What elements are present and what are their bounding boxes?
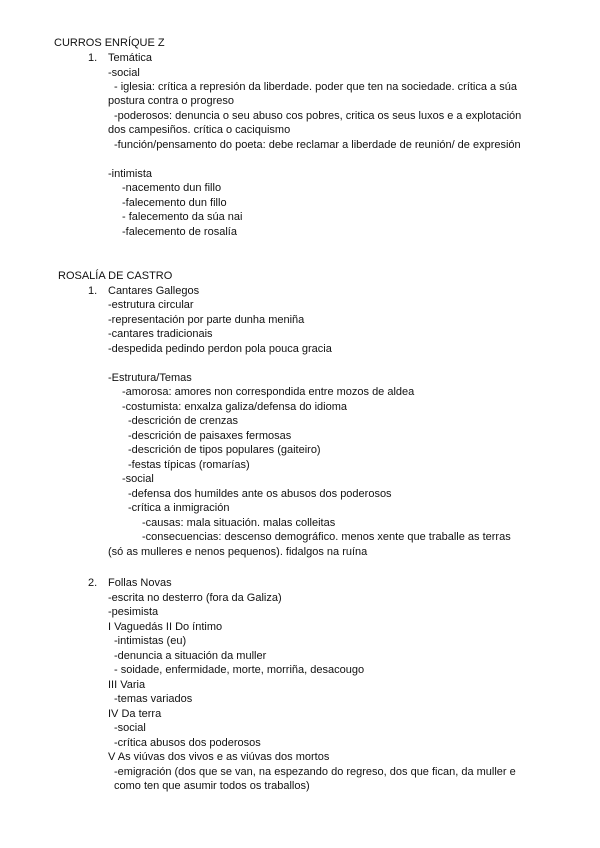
text-line: -crítica a inmigración (128, 502, 230, 514)
text-line: -temas variados (114, 693, 193, 705)
text-line: -Estrutura/Temas (108, 372, 192, 384)
text-line: - falecemento da súa nai (122, 211, 243, 223)
text-line: -festas típicas (romarías) (128, 459, 250, 471)
item-title: Follas Novas (108, 577, 172, 589)
text-line: -social (108, 67, 140, 79)
text-line: IV Da terra (108, 708, 162, 720)
text-line: -falecemento dun fillo (122, 197, 227, 209)
text-line: -causas: mala situación. malas colleitas (142, 517, 336, 529)
text-line: -descrición de crenzas (128, 415, 239, 427)
text-line: -falecemento de rosalía (122, 226, 237, 238)
text-line: -social (114, 722, 146, 734)
text-line: postura contra o progreso (108, 95, 234, 107)
text-line: -pesimista (108, 606, 159, 618)
text-line: -poderosos: denuncia o seu abuso cos pobres, critica os seus luxos e a explotación (114, 110, 522, 122)
item-title: Temática (108, 52, 153, 64)
text-line: V As viúvas dos vivos e as viúvas dos mortos (108, 751, 330, 763)
text-line: III Varia (108, 679, 146, 691)
text-line: (só as mulleres e nenos pequenos). fidalgos na ruína (108, 546, 368, 558)
text-line: -despedida pedindo perdon pola pouca gracia (108, 343, 332, 355)
text-line: -denuncia a situación da muller (114, 650, 267, 662)
text-line: -nacemento dun fillo (122, 182, 222, 194)
text-line: -crítica abusos dos poderosos (114, 737, 261, 749)
text-line: -defensa dos humildes ante os abusos dos poderosos (128, 488, 392, 500)
text-line: como ten que asumir todos os traballos) (114, 780, 310, 792)
text-line: I Vaguedás II Do íntimo (108, 621, 223, 633)
text-line: -emigración (dos que se van, na espezando do regreso, dos que fican, da muller e (114, 766, 516, 778)
text-line: -representación por parte dunha meniña (108, 314, 305, 326)
text-line: -amorosa: amores non correspondida entre mozos de aldea (122, 386, 415, 398)
text-line: -descrición de paisaxes fermosas (128, 430, 292, 442)
text-line: -social (122, 473, 154, 485)
text-line: -consecuencias: descenso demográfico. menos xente que traballe as terras (142, 531, 511, 543)
text-line: -intimistas (eu) (114, 635, 187, 647)
text-line: -cantares tradicionais (108, 328, 213, 340)
text-line: - soidade, enfermidade, morte, morriña, desacougo (114, 664, 365, 676)
text-line: -estrutura circular (108, 299, 194, 311)
text-line: -escrita no desterro (fora da Galiza) (108, 592, 282, 604)
item-title: Cantares Gallegos (108, 285, 200, 297)
text-line: -descrición de tipos populares (gaiteiro) (128, 444, 321, 456)
section-heading-rosalia: ROSALÍA DE CASTRO (58, 270, 173, 282)
text-line: - iglesia: crítica a represión da liberdade. poder que ten na sociedade. crítica a súa (114, 81, 517, 93)
list-number: 1. (88, 52, 98, 64)
text-line: -costumista: enxalza galiza/defensa do idioma (122, 401, 348, 413)
list-number: 1. (88, 285, 98, 297)
section-heading-curros: CURROS ENRÍQUE Z (54, 37, 165, 49)
text-line: -intimista (108, 168, 153, 180)
text-line: dos campesiños. crítica o caciquismo (108, 124, 291, 136)
list-number: 2. (88, 577, 98, 589)
text-line: -función/pensamento do poeta: debe reclamar a liberdade de reunión/ de expresión (114, 139, 521, 151)
